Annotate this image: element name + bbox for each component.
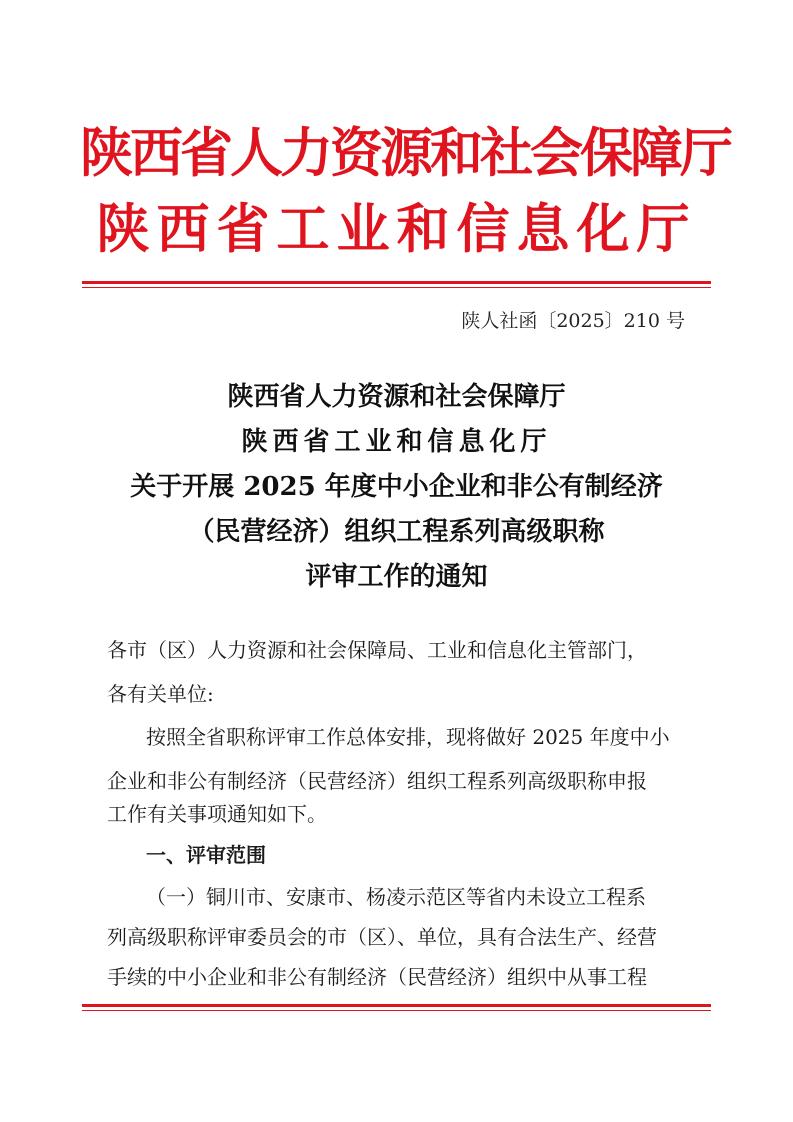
item-1-line-2: 列高级职称评审委员会的市（区）、单位，具有合法生产、经营: [107, 925, 657, 949]
intro-paragraph-line-3: 工作有关事项通知如下。: [107, 802, 327, 826]
intro-paragraph-line-1: 按照全省职称评审工作总体安排，现将做好 2025 年度中小: [146, 725, 670, 749]
title-line-2: 陕西省工业和信息化厅: [241, 427, 552, 457]
title-line-1: 陕西省人力资源和社会保障厅: [227, 382, 566, 412]
letterhead-issuer-2: 陕西省工业和信息化厅: [96, 199, 697, 260]
intro-paragraph-line-2: 企业和非公有制经济（民营经济）组织工程系列高级职称申报: [107, 769, 647, 793]
title-line-4: （民营经济）组织工程系列高级职称: [188, 517, 605, 547]
item-1-line-3: 手续的中小企业和非公有制经济（民营经济）组织中从事工程: [107, 965, 647, 989]
title-line-3: 关于开展 2025 年度中小企业和非公有制经济: [130, 472, 663, 502]
addressee-line-1: 各市（区）人力资源和社会保障局、工业和信息化主管部门，: [107, 638, 647, 662]
section-heading-1: 一、评审范围: [146, 843, 266, 867]
letterhead-red-rule: [82, 281, 711, 284]
letterhead-red-rule-thin: [82, 287, 711, 288]
letterhead-issuer-1: 陕西省人力资源和社会保障厅: [80, 123, 730, 184]
addressee-line-2: 各有关单位:: [107, 682, 214, 706]
title-line-5: 评审工作的通知: [305, 562, 488, 592]
footer-red-rule-thin: [82, 1010, 711, 1011]
footer-red-rule: [82, 1004, 711, 1007]
document-number: 陕人社函〔2025〕210 号: [461, 310, 685, 332]
item-1-line-1: （一）铜川市、安康市、杨凌示范区等省内未设立工程系: [146, 885, 646, 909]
